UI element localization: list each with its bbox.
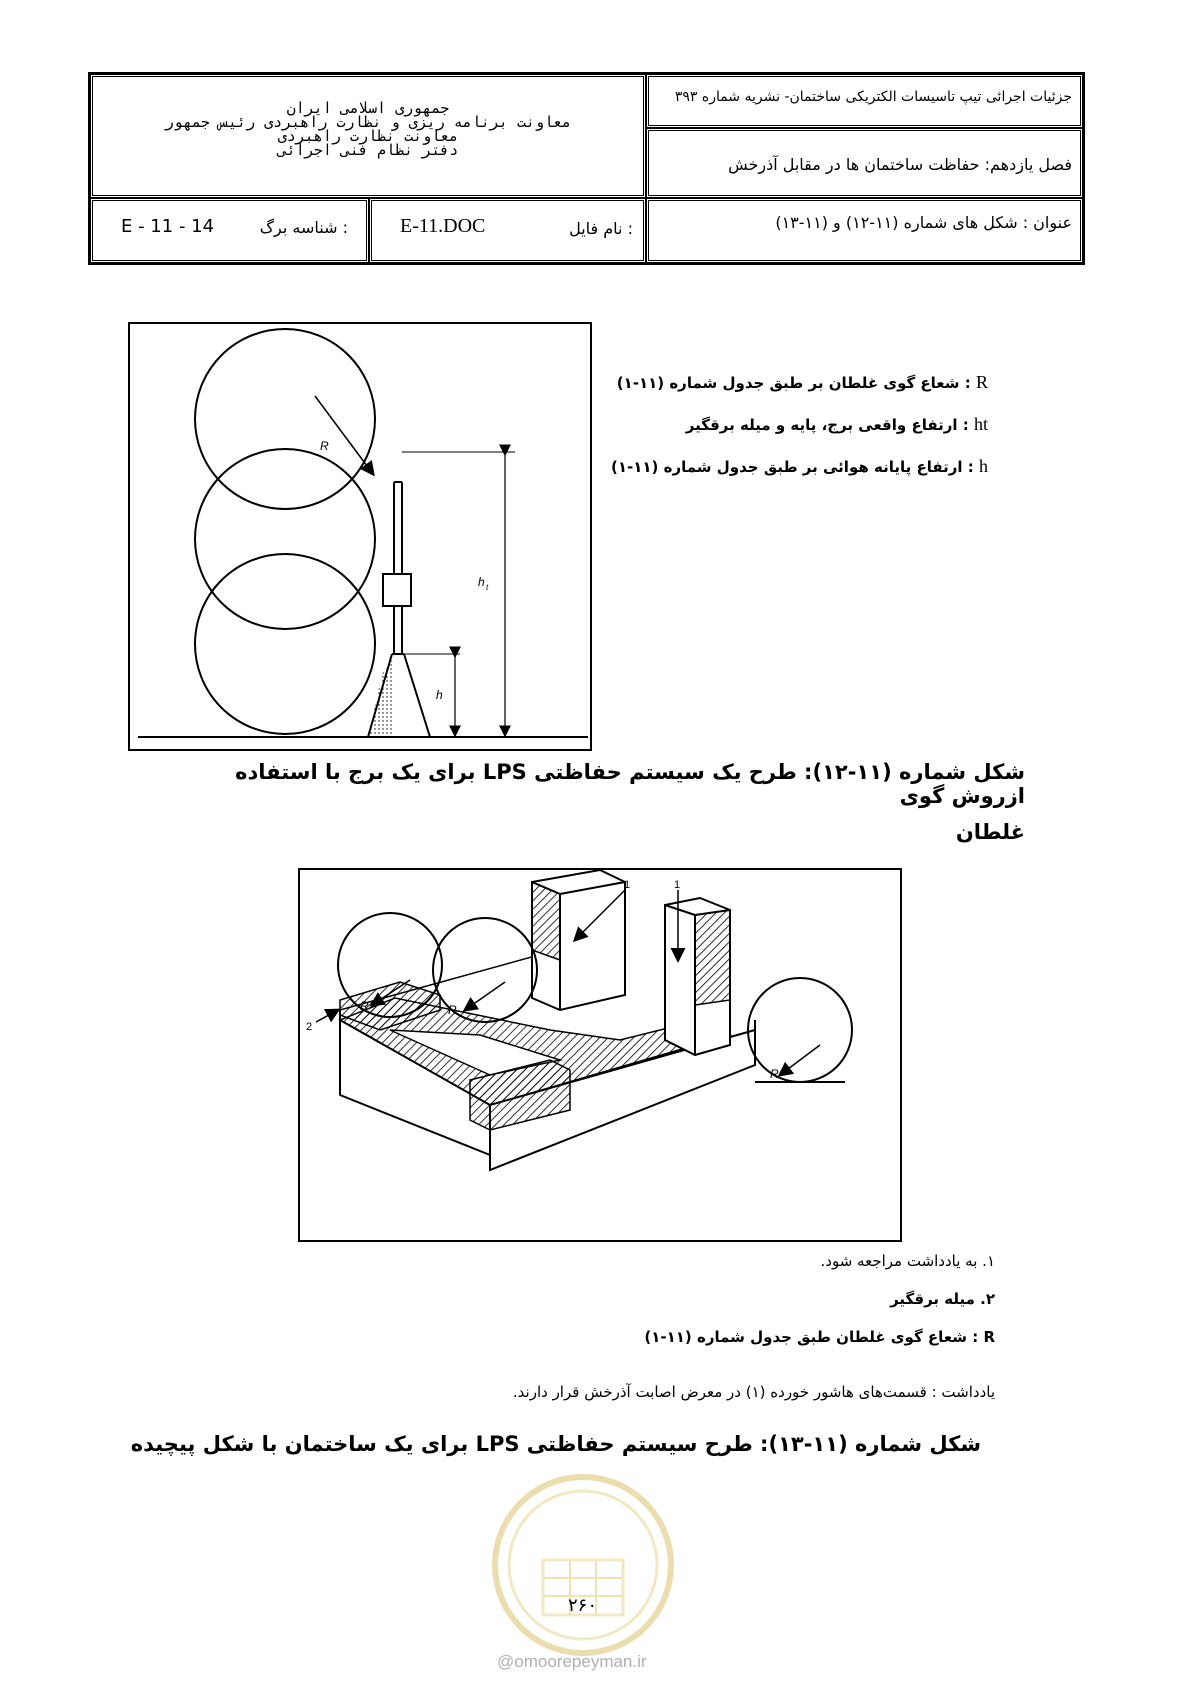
- sphere-2-R: R: [448, 1003, 457, 1017]
- watermark-at-icon: @: [497, 1652, 515, 1671]
- org-line-2: معاونت برنامه ریزی و نظارت راهبردی رئیس جمهور: [164, 113, 572, 131]
- publication-cell: [646, 74, 1083, 128]
- legend-R: R : شعاع گوی غلطان بر طبق جدول شماره (۱۱-۱): [616, 372, 988, 392]
- note-1: ۱. به یادداشت مراجعه شود.: [820, 1252, 995, 1270]
- watermark-seal: [488, 1470, 678, 1660]
- sheet-id-cell: [90, 198, 369, 263]
- file-name-cell: [369, 198, 646, 263]
- organization-block: [90, 74, 646, 198]
- rolling-sphere-bottom: [195, 554, 375, 734]
- org-line-1: جمهوری اسلامی ایران: [286, 99, 450, 117]
- sheet-id-label: شناسه برگ :: [259, 218, 348, 237]
- rod-label-2: 2: [306, 1021, 313, 1033]
- tower-box: [383, 574, 411, 606]
- note-2: ۲. میله برقگیر: [890, 1290, 995, 1308]
- file-name-label: نام فایل :: [569, 219, 633, 238]
- legend-ht: ht : ارتفاع واقعی برج، پایه و میله برقگیر: [685, 414, 988, 434]
- org-line-4: دفتر نظام فنی اجرائی: [277, 141, 459, 159]
- exposed-label-1a: 1: [624, 879, 631, 891]
- legend-h: h : ارتفاع پایانه هوائی بر طبق جدول شماره (۱۱-۱): [610, 456, 988, 476]
- file-name-value: E-11.DOC: [400, 215, 486, 237]
- radius-label: R: [320, 439, 329, 453]
- figure-tower: [128, 322, 592, 751]
- rolling-sphere-top: [195, 329, 375, 509]
- exposed-label-1b: 1: [674, 879, 681, 891]
- rolling-sphere-middle: [195, 449, 375, 629]
- figure1-caption-line1: شکل شماره (۱۱-۱۲): طرح یک سیستم حفاظتی LPS برای یک برج با استفاده ازروش گوی: [235, 760, 1025, 808]
- note-3: R : شعاع گوی غلطان طبق جدول شماره (۱۱-۱): [644, 1328, 995, 1346]
- page-number: ۲۶۰: [568, 1595, 598, 1616]
- sphere-3-R: R: [770, 1067, 779, 1081]
- subject-title: عنوان : شکل های شماره (۱۱-۱۲) و (۱۱-۱۳): [775, 213, 1072, 232]
- tower-drawing: [130, 324, 590, 749]
- publication-title: جزئیات اجرائی تیپ تاسیسات الکتریکی ساختمان- نشریه شماره ۳۹۳: [674, 89, 1072, 105]
- chapter-title: فصل یازدهم: حفاظت ساختمان ها در مقابل آذرخش: [728, 155, 1072, 174]
- building-drawing: [300, 870, 900, 1240]
- figure2-caption: شکل شماره (۱۱-۱۳): طرح سیستم حفاظتی LPS برای یک ساختمان با شکل پیچیده: [130, 1432, 981, 1456]
- header-table: [88, 72, 1085, 265]
- ht-subscript: t: [486, 583, 489, 592]
- figure-complex-building: [298, 868, 902, 1242]
- h-label: h: [436, 688, 443, 702]
- sphere-1-R: R: [360, 999, 369, 1013]
- subject-cell: [646, 198, 1083, 263]
- remark: یادداشت : قسمت‌های هاشور خورده (۱) در معرض اصابت آذرخش قرار دارند.: [512, 1383, 995, 1401]
- figure1-caption-line2: غلطان: [955, 820, 1025, 844]
- chapter-cell: [646, 128, 1083, 198]
- radius-arrow: [315, 396, 373, 474]
- org-line-3: معاونت نظارت راهبردی: [277, 127, 459, 145]
- rolling-sphere-3: [748, 978, 852, 1082]
- ht-label: h: [478, 575, 485, 589]
- sheet-id-value: E - 11 - 14: [121, 216, 215, 237]
- watermark-url: @omoorepeyman.ir: [497, 1652, 647, 1671]
